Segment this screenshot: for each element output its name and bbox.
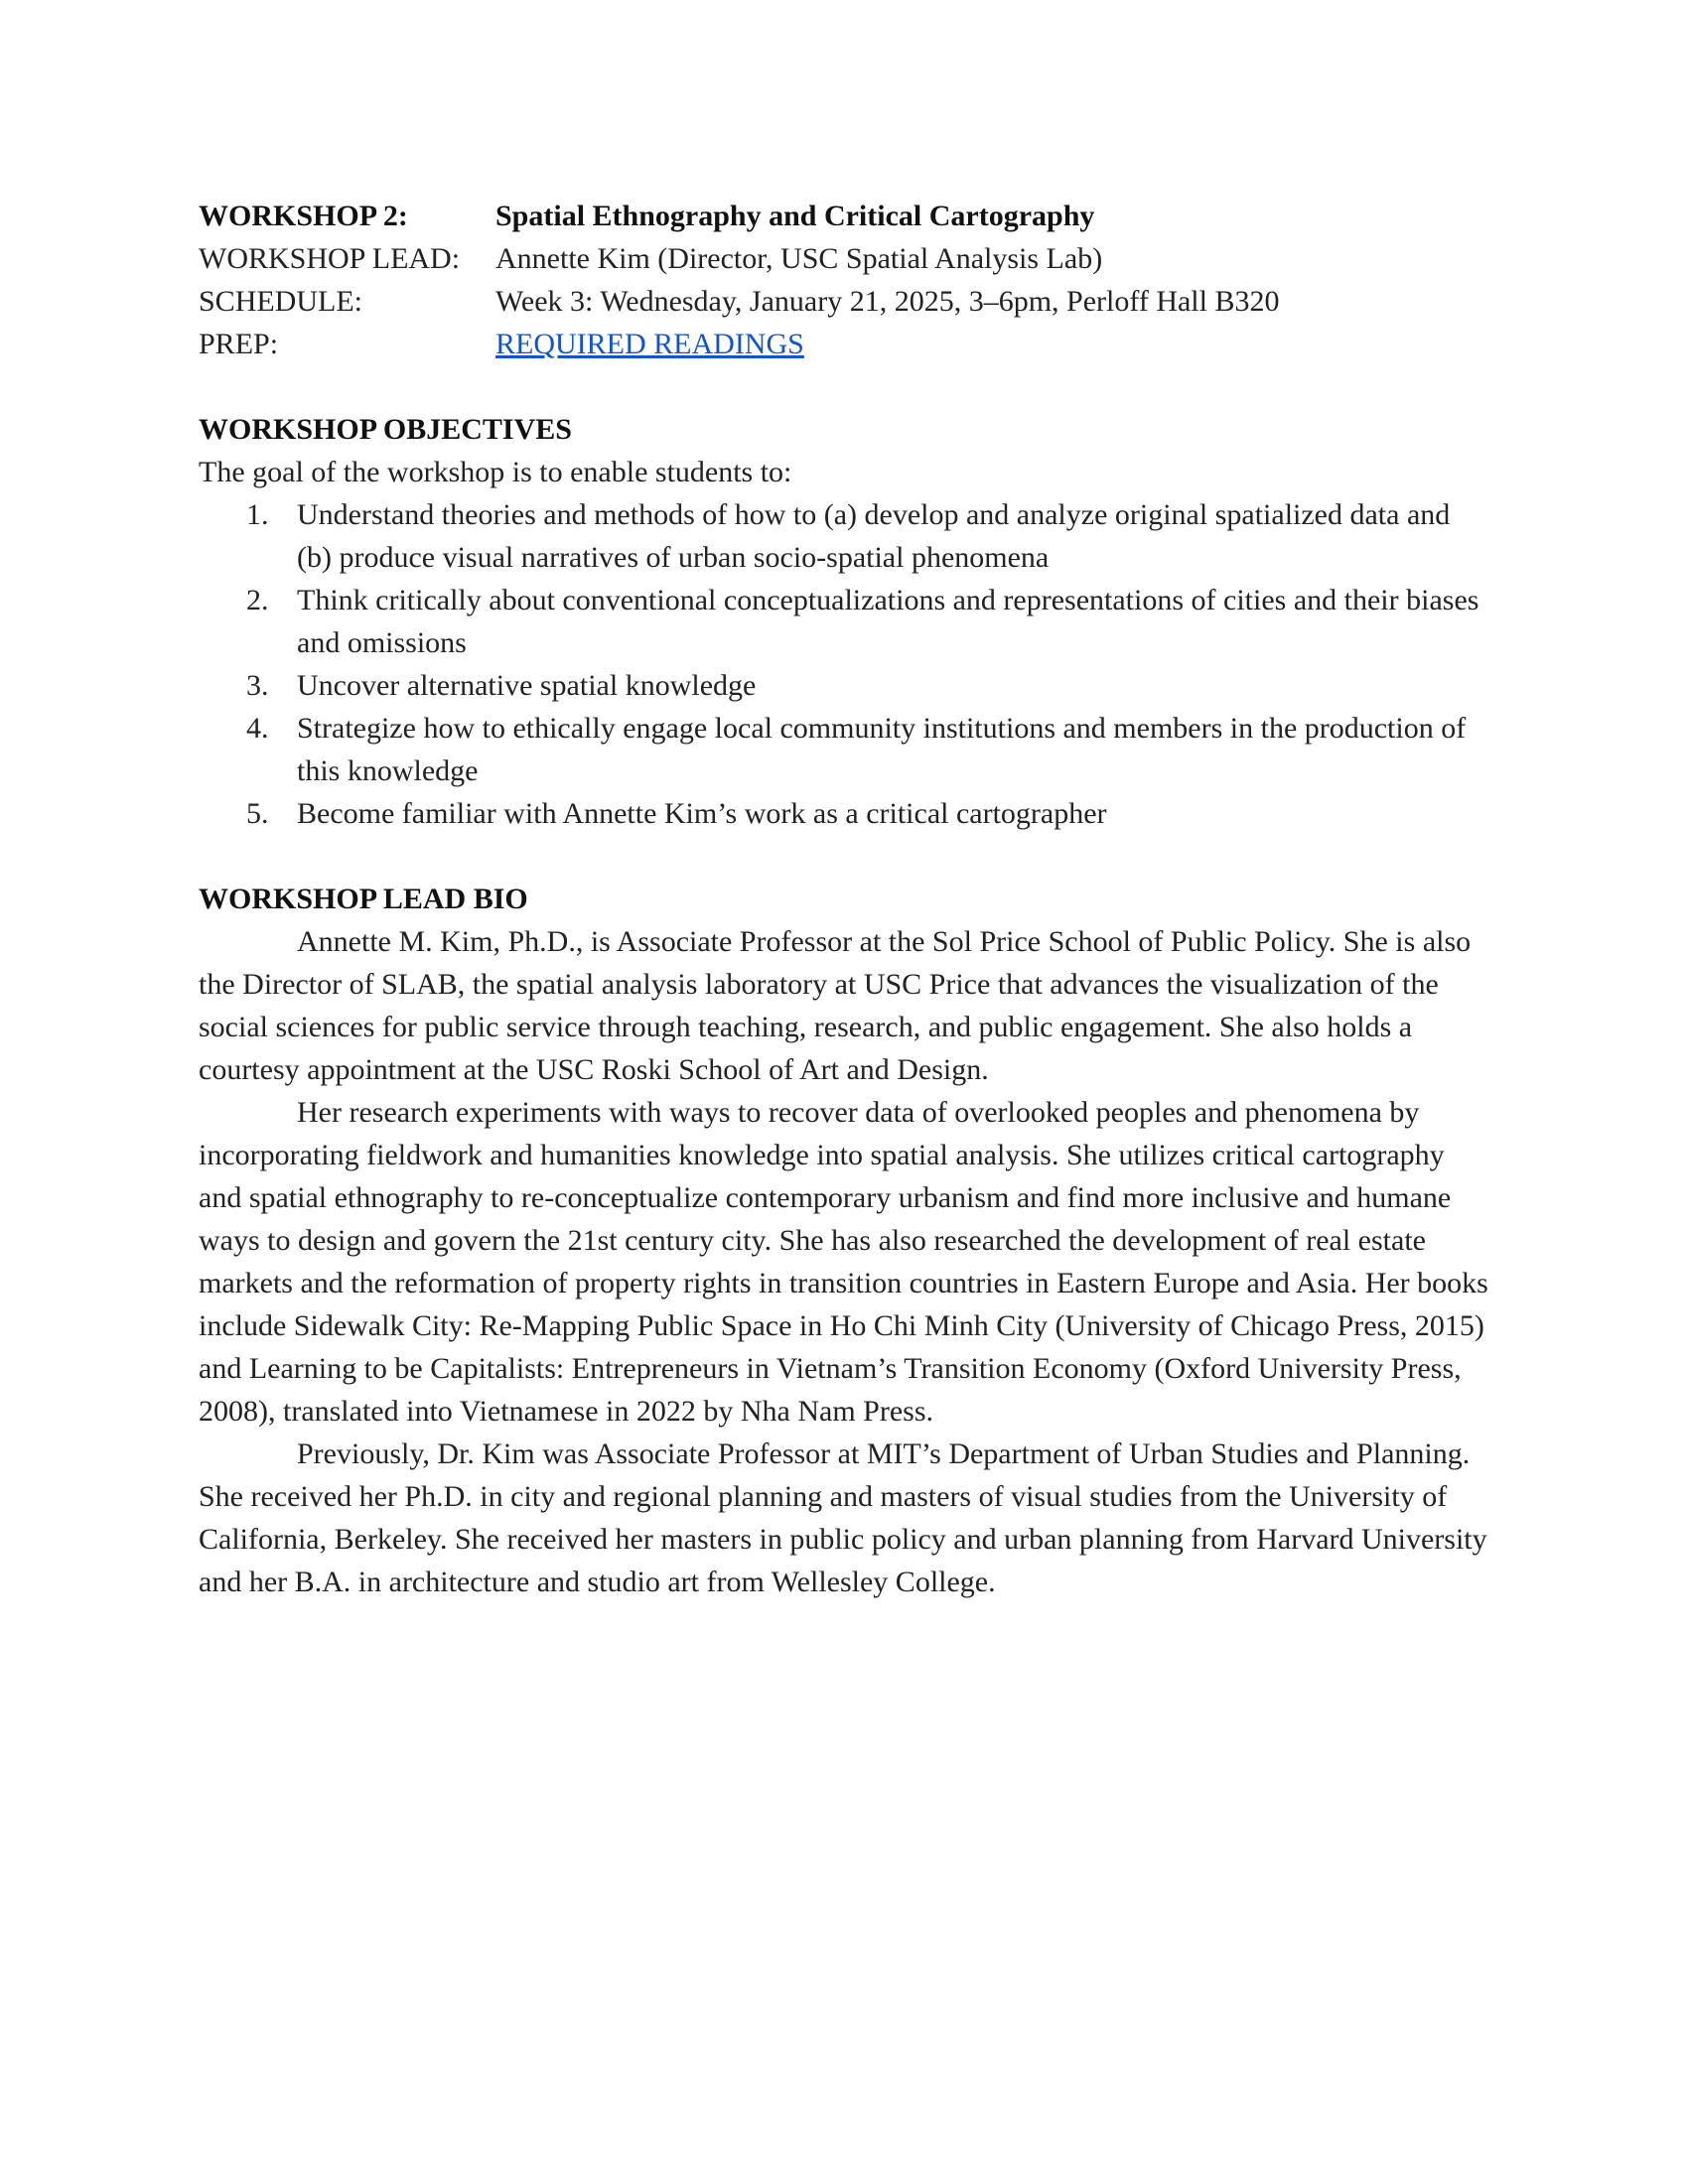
list-item-number: 1. xyxy=(246,498,269,531)
workshop-title: Spatial Ethnography and Critical Cartography xyxy=(495,200,1095,232)
list-item-text: Understand theories and methods of how to (a) develop and analyze original spatialized data and (b) produce visual narratives of urban socio-spatial phenomena xyxy=(297,498,1451,574)
objectives-intro: The goal of the workshop is to enable students to: xyxy=(199,456,792,488)
schedule-row xyxy=(199,280,1489,323)
list-item-number: 4. xyxy=(246,712,269,745)
bio-paragraph: Previously, Dr. Kim was Associate Professor at MIT’s Department of Urban Studies and Planning. She received her Ph.D. in city and regional planning and masters of visual studies from the University of California, Berkeley. She received her masters in public policy and urban planning from Harvard University and her B.A. in architecture and studio art from Wellesley College. xyxy=(199,1437,1487,1598)
list-item-text: Strategize how to ethically engage local community institutions and members in the production of this knowledge xyxy=(297,712,1467,787)
list-item-number: 3. xyxy=(246,669,269,702)
workshop-number-label: WORKSHOP 2: xyxy=(199,200,408,232)
list-item-number: 5. xyxy=(246,797,269,830)
list-item xyxy=(199,664,1489,707)
list-item-text: Become familiar with Annette Kim’s work as a critical cartographer xyxy=(297,797,1107,830)
workshop-lead-value: Annette Kim (Director, USC Spatial Analysis Lab) xyxy=(495,242,1103,275)
objectives-list xyxy=(199,493,1489,835)
list-item xyxy=(199,792,1489,835)
workshop-title-row xyxy=(199,195,1489,237)
list-item xyxy=(199,579,1489,664)
required-readings-link[interactable]: REQUIRED READINGS xyxy=(495,328,804,360)
prep-label: PREP: xyxy=(199,328,279,360)
bio-paragraph: Annette M. Kim, Ph.D., is Associate Professor at the Sol Price School of Public Policy. She is also the Director of SLAB, the spatial analysis laboratory at USC Price that advances the visualization of the social sciences for public service through teaching, research, and public engagement. She also holds a courtesy appointment at the USC Roski School of Art and Design. xyxy=(199,925,1472,1086)
bio-heading: WORKSHOP LEAD BIO xyxy=(199,883,528,915)
schedule-label: SCHEDULE: xyxy=(199,285,362,318)
list-item-text: Think critically about conventional conceptualizations and representations of cities and their biases and omissions xyxy=(297,584,1479,659)
document-page xyxy=(199,195,1489,1603)
list-item-text: Uncover alternative spatial knowledge xyxy=(297,669,757,702)
workshop-lead-label: WORKSHOP LEAD: xyxy=(199,242,461,275)
objectives-heading: WORKSHOP OBJECTIVES xyxy=(199,413,572,446)
prep-row xyxy=(199,323,1489,365)
list-item xyxy=(199,493,1489,579)
list-item xyxy=(199,707,1489,792)
workshop-lead-row xyxy=(199,237,1489,280)
workshop-header xyxy=(199,195,1489,365)
bio-paragraph: Her research experiments with ways to recover data of overlooked peoples and phenomena by incorporating fieldwork and humanities knowledge into spatial analysis. She utilizes critical cartography and spatial ethnography to re-conceptualize contemporary urbanism and find more inclusive and humane ways to design and govern the 21st century city. She has also researched the development of real estate markets and the reformation of property rights in transition countries in Eastern Europe and Asia. Her books include Sidewalk City: Re-Mapping Public Space in Ho Chi Minh City (University of Chicago Press, 2015) and Learning to be Capitalists: Entrepreneurs in Vietnam’s Transition Economy (Oxford University Press, 2008), translated into Vietnamese in 2022 by Nha Nam Press. xyxy=(199,1096,1488,1428)
list-item-number: 2. xyxy=(246,584,269,616)
schedule-value: Week 3: Wednesday, January 21, 2025, 3–6pm, Perloff Hall B320 xyxy=(495,285,1280,318)
